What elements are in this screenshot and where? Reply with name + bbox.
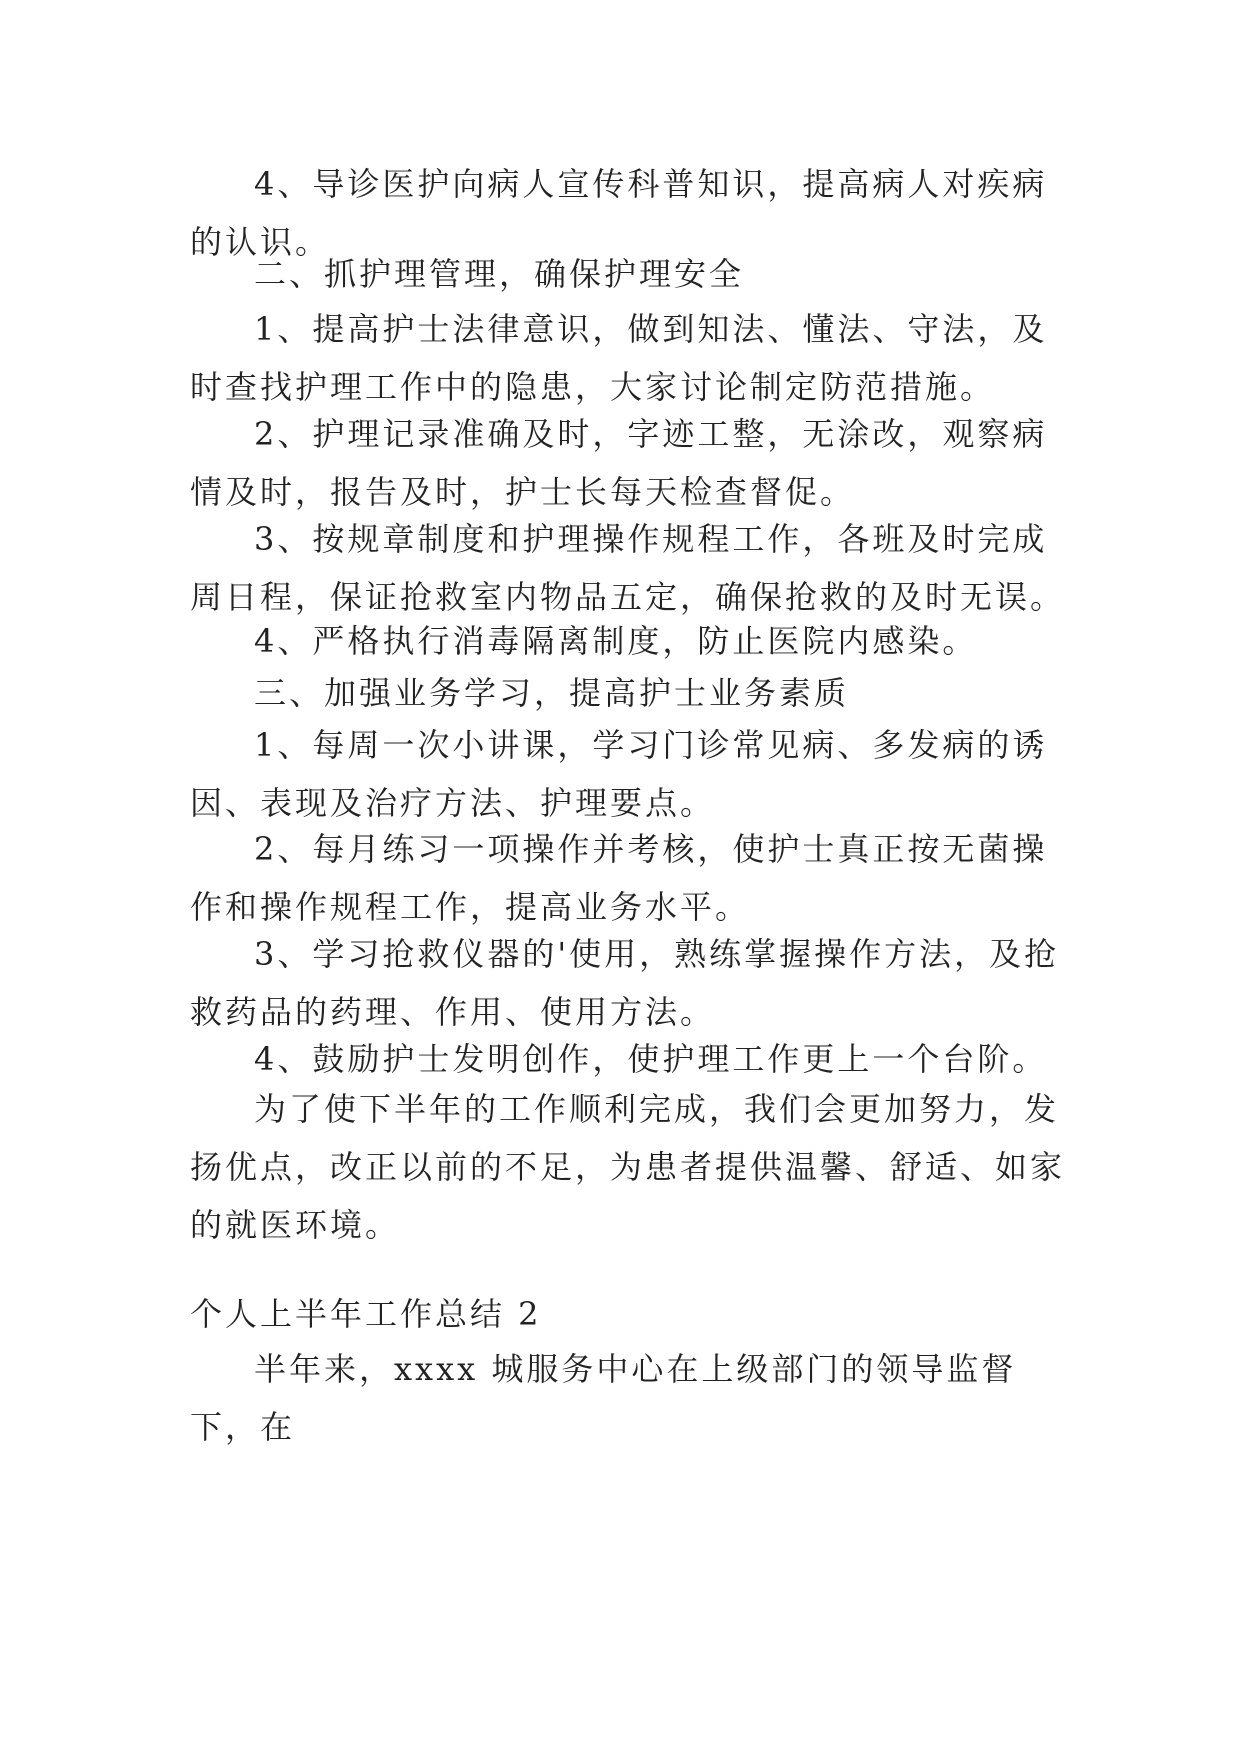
paragraph-item-2-monthly-practice: 2、每月练习一项操作并考核，使护士真正按无菌操作和操作规程工作，提高业务水平。 xyxy=(190,830,1048,926)
paragraph-item-4-health-education: 4、导诊医护向病人宣传科普知识，提高病人对疾病的认识。 xyxy=(190,165,1048,261)
paragraph-item-4-encourage-innovation: 4、鼓励护士发明创作，使护理工作更上一个台阶。 xyxy=(254,1040,1048,1078)
paragraph-closing-statement: 为了使下半年的工作顺利完成，我们会更加努力，发扬优点，改正以前的不足，为患者提供温馨、舒适、如家的就医环境。 xyxy=(190,1090,1066,1244)
paragraph-item-3-rescue-equipment: 3、学习抢救仪器的'使用，熟练掌握操作方法，及抢救药品的药理、作用、使用方法。 xyxy=(190,935,1060,1031)
section-title: 个人上半年工作总结 2 xyxy=(190,1295,542,1333)
section-first-paragraph: 半年来，xxxx 城服务中心在上级部门的领导监督下，在 xyxy=(190,1350,1017,1446)
paragraph-item-1-weekly-lecture: 1、每周一次小讲课，学习门诊常见病、多发病的诱因、表现及治疗方法、护理要点。 xyxy=(190,726,1048,822)
paragraph-item-4-disinfection: 4、严格执行消毒隔离制度，防止医院内感染。 xyxy=(254,622,978,660)
paragraph-section-two-heading: 二、抓护理管理，确保护理安全 xyxy=(254,255,745,293)
paragraph-section-three-heading: 三、加强业务学习，提高护士业务素质 xyxy=(254,674,850,712)
paragraph-item-3-procedures: 3、按规章制度和护理操作规程工作，各班及时完成周日程，保证抢救室内物品五定，确保抢救的及时无误。 xyxy=(190,520,1066,616)
paragraph-item-1-legal-awareness: 1、提高护士法律意识，做到知法、懂法、守法，及时查找护理工作中的隐患，大家讨论制定防范措施。 xyxy=(190,310,1048,406)
paragraph-item-2-nursing-records: 2、护理记录准确及时，字迹工整，无涂改，观察病情及时，报告及时，护士长每天检查督促。 xyxy=(190,415,1048,511)
